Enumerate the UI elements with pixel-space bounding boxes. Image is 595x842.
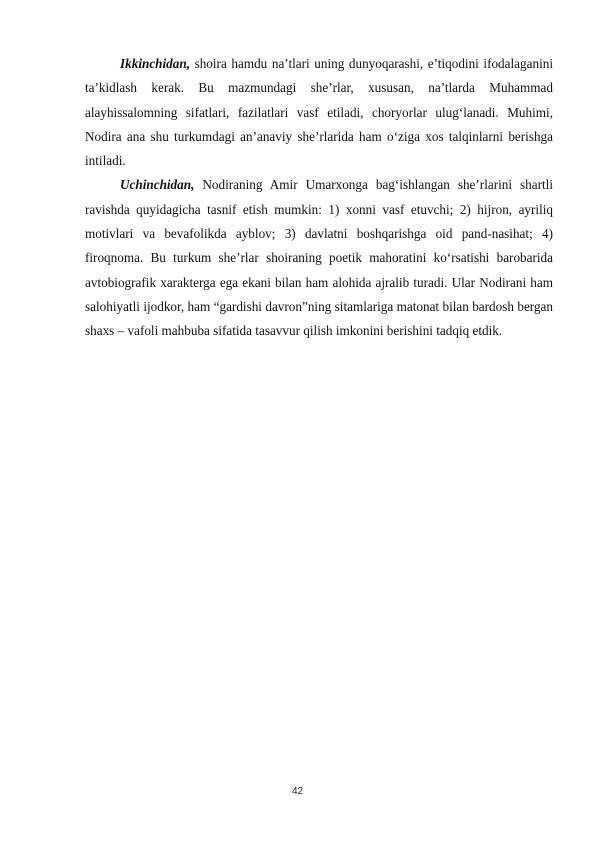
page-body: [85, 52, 553, 344]
paragraph-lead-ikkinchidan: Ikkinchidan,: [120, 56, 190, 71]
paragraph-second-point: [85, 52, 553, 173]
paragraph-third-point: [85, 173, 553, 343]
paragraph-lead-uchinchidan: Uchinchidan,: [120, 177, 195, 193]
page-number: 42: [291, 786, 304, 797]
paragraph-text-uchinchidan: Nodiraning Amir Umarxonga bag‘ishlangan she’rlarini shartli ravishda quyidagicha tasnif etish mumkin: 1) xonni vasf etuvchi; 2) hijron, ayriliq motivlari va bevafolikda ayblov; 3) davlatni boshqarishga oid pand-nasihat; 4) firoqnoma. Bu turkum she’rlar shoiraning poetik mahoratini ko‘rsatishi barobarida avtobiografik xarakterga ega ekani bilan ham alohida ajralib turadi. Ular Nodirani ham salohiyatli ijodkor, ham “gardishi davron”ning sitamlariga matonat bilan bardosh bergan shaxs – vafoli mahbuba sifatida tasavvur qilish imkonini berishini tadqiq etdik.: [85, 177, 553, 339]
paragraph-text-ikkinchidan: shoira hamdu na’tlari uning dunyoqarashi, e’tiqodini ifodalaganini ta’kidlash kerak. Bu mazmundagi she’rlar, xususan, na’tlarda Muhammad alayhissalomning sifatlari, fazilatlari vasf etiladi, choryorlar ulug‘lanadi. Muhimi, Nodira ana shu turkumdagi an’anaviy she’rlarida ham o‘ziga xos talqinlarni berishga intiladi.: [85, 56, 553, 169]
